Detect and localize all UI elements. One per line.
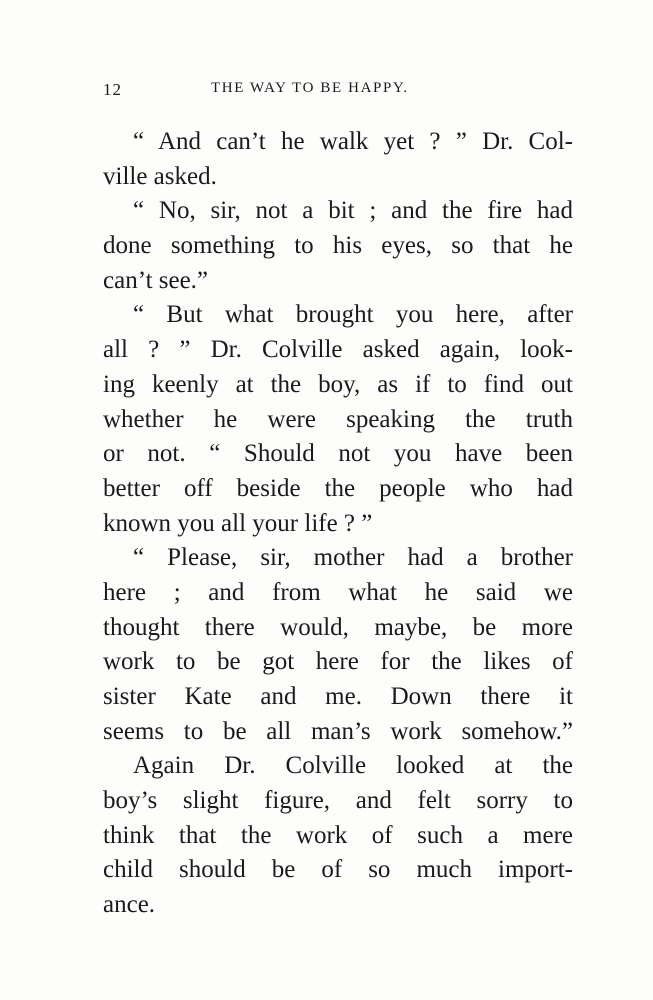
text-line: whether he were speaking the truth bbox=[103, 405, 573, 433]
page-header bbox=[103, 80, 573, 108]
text-line: “ But what brought you here, after bbox=[133, 301, 573, 329]
text-line: child should be of so much import- bbox=[103, 856, 573, 884]
text-line: ing keenly at the boy, as if to find out bbox=[103, 370, 573, 398]
text-line: “ Please, sir, mother had a brother bbox=[133, 544, 573, 572]
text-line: ance. bbox=[103, 891, 156, 919]
text-line: “ No, sir, not a bit ; and the fire had bbox=[133, 197, 573, 225]
running-title: THE WAY TO BE HAPPY. bbox=[211, 80, 409, 96]
text-line: here ; and from what he said we bbox=[103, 578, 573, 606]
body-text bbox=[103, 125, 573, 923]
text-line: seems to be all man’s work somehow.” bbox=[103, 717, 573, 745]
text-line: Again Dr. Colville looked at the bbox=[133, 752, 573, 780]
text-line: all ? ” Dr. Colville asked again, look- bbox=[103, 336, 573, 364]
page-number: 12 bbox=[103, 80, 122, 99]
text-line: boy’s slight figure, and felt sorry to bbox=[103, 787, 573, 815]
text-line: think that the work of such a mere bbox=[103, 821, 573, 849]
text-line: or not. “ Should not you have been bbox=[103, 440, 573, 468]
text-line: better off beside the people who had bbox=[103, 474, 573, 502]
text-line: thought there would, maybe, be more bbox=[103, 613, 573, 641]
text-line: done something to his eyes, so that he bbox=[103, 232, 573, 260]
text-line: sister Kate and me. Down there it bbox=[103, 683, 573, 710]
text-line: can’t see.” bbox=[103, 266, 209, 294]
text-line: “ And can’t he walk yet ? ” Dr. Col- bbox=[133, 128, 573, 155]
text-line: known you all your life ? ” bbox=[103, 509, 373, 537]
text-line: ville asked. bbox=[103, 162, 217, 190]
text-line: work to be got here for the likes of bbox=[103, 648, 573, 676]
